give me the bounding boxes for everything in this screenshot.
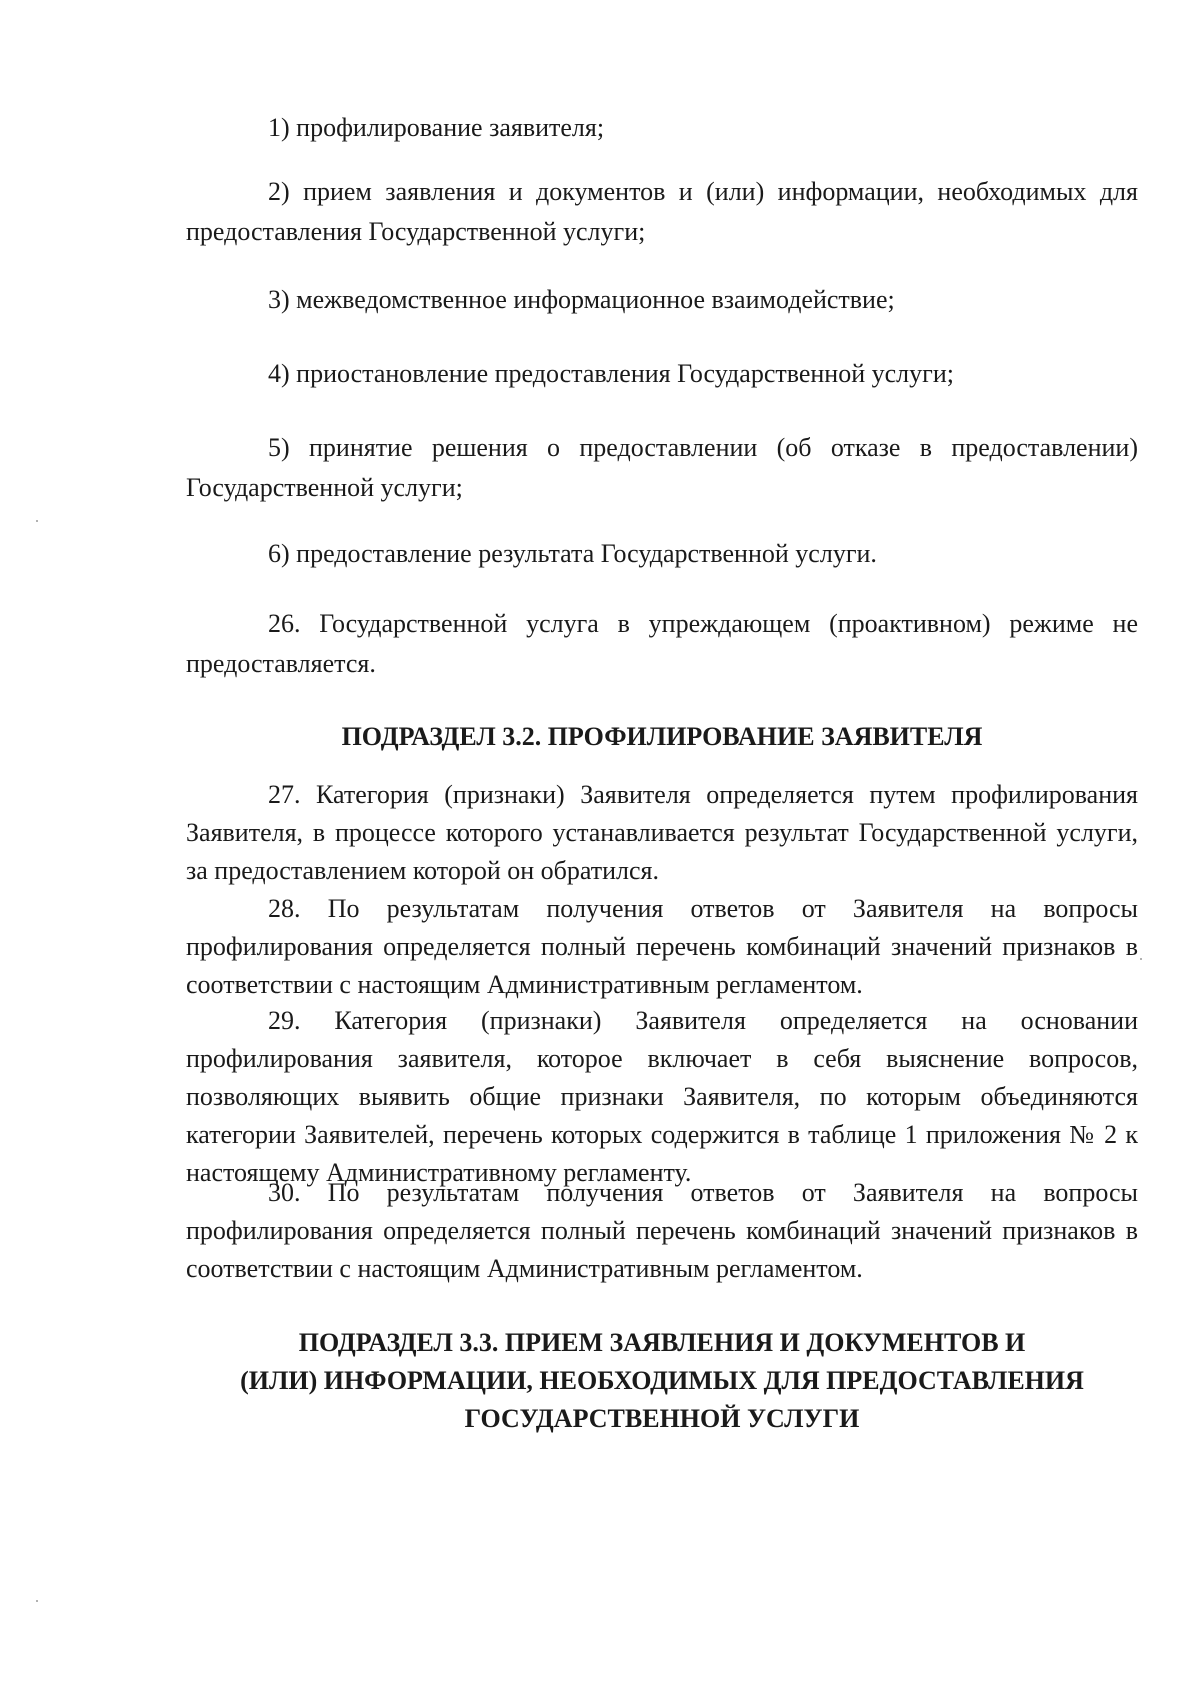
paragraph-27: 27. Категория (признаки) Заявителя определяется путем профилирования Заявителя, в процессе которого устанавливается результат Государственной услуги, за предоставлением которой он обратился. [186,780,1138,885]
list-item-2: 2) прием заявления и документов и (или) информации, необходимых для предоставления Государственной услуги; [186,177,1138,246]
heading-line-2: (ИЛИ) ИНФОРМАЦИИ, НЕОБХОДИМЫХ ДЛЯ ПРЕДОСТАВЛЕНИЯ [240,1366,1084,1395]
paragraph-26: 26. Государственной услуга в упреждающем (проактивном) режиме не предоставляется. [186,609,1138,678]
subsection-heading-3-2: ПОДРАЗДЕЛ 3.2. ПРОФИЛИРОВАНИЕ ЗАЯВИТЕЛЯ [341,722,983,751]
list-item-5: 5) принятие решения о предоставлении (об отказе в предоставлении) Государственной услуги; [186,433,1138,502]
heading-line-3: ГОСУДАРСТВЕННОЙ УСЛУГИ [464,1404,860,1433]
list-item-4: 4) приостановление предоставления Государственной услуги; [268,359,954,388]
heading-line-1: ПОДРАЗДЕЛ 3.3. ПРИЕМ ЗАЯВЛЕНИЯ И ДОКУМЕНТОВ И [298,1328,1026,1357]
paragraph-28: 28. По результатам получения ответов от Заявителя на вопросы профилирования определяется полный перечень комбинаций значений признаков в соответствии с настоящим Административным регламентом. [186,894,1138,999]
scan-speck [36,520,38,522]
subsection-heading-3-3 [186,1324,1138,1438]
list-item-3: 3) межведомственное информационное взаимодействие; [268,285,895,314]
list-item-6: 6) предоставление результата Государственной услуги. [268,539,877,568]
paragraph-29: 29. Категория (признаки) Заявителя определяется на основании профилирования заявителя, которое включает в себя выяснение вопросов, позволяющих выявить общие признаки Заявителя, по которым объединяются категории Заявителей, перечень которых содержится в таблице 1 приложения № 2 к настоящему Административному регламенту. [186,1006,1138,1187]
scan-speck [1140,958,1142,960]
paragraph-30: 30. По результатам получения ответов от Заявителя на вопросы профилирования определяется полный перечень комбинаций значений признаков в соответствии с настоящим Административным регламентом. [186,1178,1138,1283]
scan-speck [36,1600,38,1602]
list-item-1: 1) профилирование заявителя; [268,113,605,142]
